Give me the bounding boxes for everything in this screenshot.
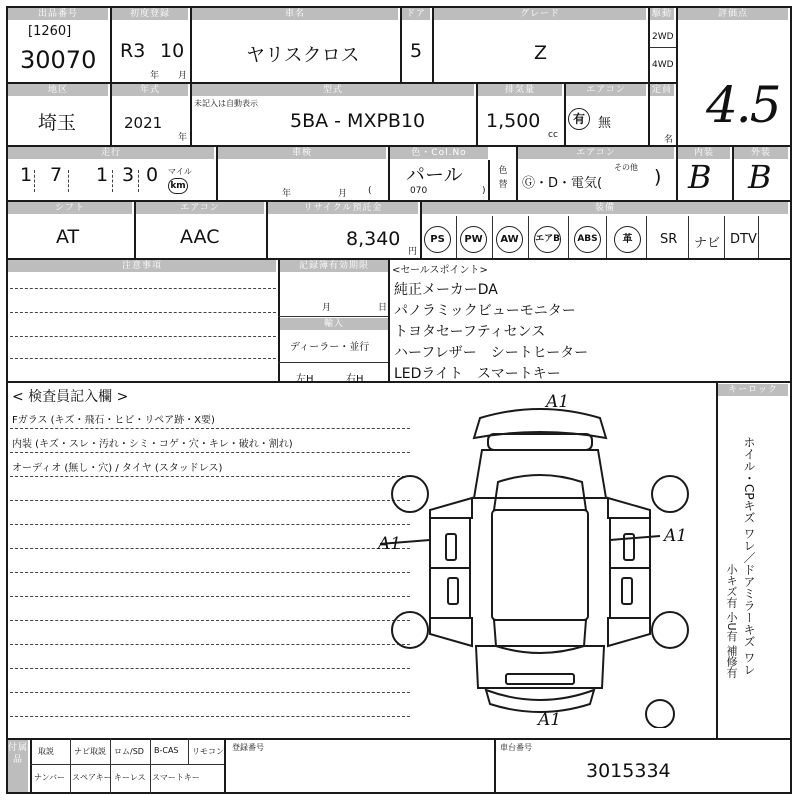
car-roof	[492, 510, 588, 620]
car-left-front-fender	[430, 498, 472, 518]
inv-sep	[188, 738, 189, 764]
inspector-line	[10, 524, 410, 525]
reg-no-label: 登録番号	[232, 743, 264, 752]
recycle-unit: 円	[408, 247, 418, 257]
first-reg-month-unit: 月	[178, 71, 188, 81]
hdr-lot: 出品番号	[8, 8, 108, 20]
drive-2wd: 2WD	[652, 32, 674, 42]
mileage-sep	[112, 170, 113, 192]
history-month: 月	[322, 303, 332, 313]
sales-point-2: パノラミックビューモニター	[394, 303, 576, 319]
hdr-exterior: 外装	[734, 147, 788, 159]
drive-split	[650, 47, 676, 48]
doors: 5	[410, 40, 423, 62]
v-history	[388, 258, 390, 381]
car-wheel-rear-left	[392, 612, 428, 648]
hdr-notes: 注意事項	[8, 260, 276, 272]
car-rear-window	[494, 620, 586, 653]
v-disp	[564, 82, 566, 145]
region: 埼玉	[38, 112, 77, 134]
hdr-score: 評価点	[678, 8, 788, 20]
hdr-drive: 駆動	[651, 9, 672, 19]
lot-sub: [1260]	[28, 24, 72, 39]
car-wheel-front-left	[392, 476, 428, 512]
v-drive	[676, 6, 678, 145]
v-grade	[648, 6, 650, 82]
hdr-model-year: 年式	[112, 84, 188, 96]
displacement: 1,500	[486, 110, 541, 132]
inspector-line	[10, 428, 410, 429]
inv-sep	[70, 738, 71, 794]
eq-sep	[528, 216, 529, 258]
inv-keyless: キーレス	[114, 773, 146, 782]
equipment-abs: ABS	[574, 226, 601, 253]
v-mileage	[216, 145, 218, 200]
car-windshield	[494, 475, 586, 510]
equipment-dtv: DTV	[730, 232, 757, 247]
mileage-sep	[138, 170, 139, 192]
equipment-ps: PS	[424, 226, 451, 253]
hdr-inspection: 車検	[218, 147, 386, 159]
inv-sep	[150, 738, 151, 794]
displacement-unit: cc	[548, 130, 558, 140]
hdr-model-code: 型式	[192, 84, 474, 96]
hdr-grade: グレード	[434, 8, 646, 20]
hdr-doors: ドア	[402, 8, 430, 20]
hdr-first-reg: 初度登録	[112, 8, 188, 20]
v-recycle	[420, 200, 422, 258]
car-left-rear-fender	[430, 618, 472, 646]
car-left-handle	[448, 578, 458, 604]
import-left: 左H	[296, 374, 314, 385]
ac-none: 無	[598, 116, 612, 131]
interior-score: B	[688, 158, 712, 196]
inspector-line-interior: 内装 (キズ・スレ・汚れ・シミ・コゲ・穴・キレ・破れ・割れ)	[12, 439, 293, 450]
sales-point-4: ハーフレザー シートヒーター	[394, 345, 589, 361]
frame-no: 3015334	[586, 760, 671, 782]
v-inspect	[388, 145, 390, 200]
hdr-history: 記録簿有効期限	[280, 260, 388, 272]
hdr-ac: エアコン	[566, 84, 646, 96]
inspector-line	[10, 500, 410, 501]
sales-point-3: トヨタセーフティセンス	[394, 324, 546, 340]
car-left-mirror	[446, 534, 456, 560]
model-year-note: 未記入は自動表示	[194, 99, 258, 108]
v-doors	[432, 6, 434, 82]
import-split	[278, 362, 388, 363]
v-year	[190, 82, 192, 145]
model-code: 5BA - MXPB10	[290, 110, 426, 132]
color-code: 070	[410, 186, 428, 196]
inspection-year-unit: 年	[282, 189, 292, 199]
import-dealer: ディーラー・並行	[290, 342, 370, 353]
hdr-capacity: 定員	[651, 85, 672, 95]
inv-bcas: B-CAS	[154, 746, 179, 755]
v-interior	[732, 145, 734, 200]
mileage-sep	[68, 170, 69, 192]
inspector-line-audio: オーディオ (無し・穴) / タイヤ (スタッドレス)	[12, 463, 223, 474]
inv-manual: 取説	[38, 747, 54, 756]
inspector-line	[10, 644, 410, 645]
model-name: ヤリスクロス	[246, 44, 360, 66]
inspection-month-unit: 月	[338, 189, 348, 199]
mileage-unit-km: km	[168, 178, 188, 194]
drive-4wd: 4WD	[652, 60, 674, 70]
side-note-1	[742, 436, 758, 736]
inspector-line	[10, 596, 410, 597]
first-reg-year-unit: 年	[150, 71, 160, 81]
inspector-line	[10, 716, 410, 717]
v-regno	[494, 738, 496, 794]
capacity-unit: 名	[664, 135, 674, 145]
v-sidenote	[716, 381, 718, 738]
inv-plate: ナンバー	[34, 773, 66, 782]
hdr-shift: シフト	[8, 202, 132, 214]
v-inv-end	[224, 738, 226, 794]
car-wheel-rear-right	[652, 612, 688, 648]
eq-sep	[492, 216, 493, 258]
notes-line	[10, 312, 276, 313]
v-model	[400, 6, 402, 82]
frame-left	[6, 6, 8, 794]
equipment-leather: 革	[614, 226, 641, 253]
car-rear-plate	[506, 674, 574, 684]
hdr-interior: 内装	[678, 147, 730, 159]
eq-sep	[568, 216, 569, 258]
color-open-paren: (	[368, 186, 372, 196]
equipment-sr: SR	[660, 232, 678, 247]
shift-value: AT	[56, 226, 80, 248]
equipment-aw: AW	[496, 226, 523, 253]
history-day: 日	[378, 303, 388, 313]
equipment-navi: ナビ	[694, 236, 721, 251]
inv-navi-manual: ナビ取説	[74, 747, 106, 756]
equipment-airbag: エアB	[534, 226, 561, 253]
inspector-line	[10, 668, 410, 669]
inspector-line-glass: Fガラス (キズ・飛石・ヒビ・リペア跡・X要)	[12, 415, 215, 426]
hdr-displacement: 排気量	[478, 84, 562, 96]
mileage-digit-3: 1	[96, 164, 109, 186]
inv-remote: リモコン	[192, 747, 224, 756]
hdr-region: 地区	[8, 84, 108, 96]
inspector-line	[10, 692, 410, 693]
car-rear-bumper	[486, 690, 594, 712]
mileage-digit-5: 0	[146, 164, 159, 186]
grade: Z	[534, 42, 548, 64]
hdr-color: 色・Col.No	[390, 147, 488, 159]
recycle-value: 8,340	[346, 228, 401, 250]
color-change: 色替	[498, 166, 508, 190]
hdr-equipment: 装備	[422, 202, 788, 214]
hdr-import: 輸入	[280, 318, 388, 330]
inv-smart-key: スマートキー	[152, 773, 200, 782]
model-year-unit: 年	[178, 133, 188, 143]
score-value: 4.5	[706, 76, 780, 134]
v-shift	[134, 200, 136, 258]
frame-right	[790, 6, 792, 794]
inspector-line	[10, 452, 410, 453]
inspector-line	[10, 548, 410, 549]
mileage-sep	[34, 170, 35, 192]
v-inv-label	[30, 738, 32, 794]
inv-spare-key: スペアキー	[72, 773, 112, 782]
hdr-mileage: 走行	[8, 147, 214, 159]
sales-points-title: <セールスポイント>	[392, 265, 488, 276]
mileage-digit-2: 7	[50, 164, 63, 186]
hdr-inventory: 付属品	[8, 740, 28, 792]
hdr-fuel: エアコン	[518, 147, 674, 159]
eq-sep	[646, 216, 647, 258]
color-close-paren: )	[482, 186, 486, 196]
row6-bottom	[6, 738, 792, 740]
notes-line	[10, 336, 276, 337]
damage-mark-left: A1	[378, 534, 402, 554]
sales-point-1: 純正メーカーDA	[394, 282, 498, 298]
ac-has: 有	[568, 108, 590, 130]
inspector-title: < 検査員記入欄 >	[12, 389, 129, 405]
hdr-model-name: 車名	[192, 8, 398, 20]
eq-sep	[758, 216, 759, 258]
exterior-score: B	[748, 158, 772, 196]
v-first-reg	[190, 6, 192, 82]
mileage-unit-mile: マイル	[168, 167, 192, 176]
history-split	[278, 316, 388, 317]
notes-line	[10, 288, 276, 289]
car-right-front-fender	[608, 498, 650, 518]
eq-sep	[724, 216, 725, 258]
side-note-text: ホイル・CPキズ ワレ／ドアミラーキズ ワレ	[742, 436, 756, 676]
v-colorchg	[516, 145, 518, 200]
v-color	[488, 160, 490, 200]
v-ac	[648, 82, 650, 145]
eq-sep	[688, 216, 689, 258]
inspector-line	[10, 476, 410, 477]
side-note-2	[724, 564, 740, 736]
car-front-grille	[488, 434, 592, 450]
v-lot	[110, 6, 112, 145]
v-fuel	[676, 145, 678, 200]
hdr-sticker: キーロック	[718, 384, 788, 396]
lot-number: 30070	[20, 46, 97, 74]
v-code	[476, 82, 478, 145]
frame-bottom	[6, 792, 792, 794]
hdr-recycle: リサイクル預託金	[268, 202, 418, 214]
damage-mark-rear: A1	[538, 710, 562, 730]
v-aircon	[266, 200, 268, 258]
first-reg-era: R3	[120, 40, 146, 62]
car-wheel-front-right	[652, 476, 688, 512]
car-right-handle	[622, 578, 632, 604]
equipment-pw: PW	[460, 226, 487, 253]
fuel-close: )	[654, 166, 662, 188]
damage-mark-front: A1	[546, 392, 570, 412]
inv-sep	[110, 738, 111, 794]
sales-point-5: LEDライト スマートキー	[394, 366, 561, 382]
notes-line	[10, 358, 276, 359]
import-right: 右H	[346, 374, 364, 385]
car-right-rear-fender	[608, 618, 650, 646]
fuel-other: その他	[614, 163, 638, 172]
mileage-digit-1: 1	[20, 164, 33, 186]
mileage-digit-4: 3	[122, 164, 135, 186]
hdr-aircon: エアコン	[136, 202, 264, 214]
damage-mark-right: A1	[664, 526, 688, 546]
eq-sep	[456, 216, 457, 258]
inspector-line	[10, 620, 410, 621]
eq-sep	[606, 216, 607, 258]
model-year: 2021	[124, 114, 163, 132]
first-reg-month: 10	[160, 40, 185, 62]
car-diagram	[370, 398, 710, 728]
color-name: パール	[406, 164, 463, 186]
car-spare-wheel	[646, 700, 674, 728]
side-note-text-2: 小キズ有 小U有 補修有	[725, 564, 738, 679]
inspector-line	[10, 572, 410, 573]
inv-split	[30, 764, 224, 765]
aircon-value: AAC	[180, 226, 220, 248]
frame-no-label: 車台番号	[500, 743, 532, 752]
inv-rom-sd: ロム/SD	[114, 747, 144, 756]
fuel-options: Ⓖ・D・電気(	[522, 176, 603, 191]
